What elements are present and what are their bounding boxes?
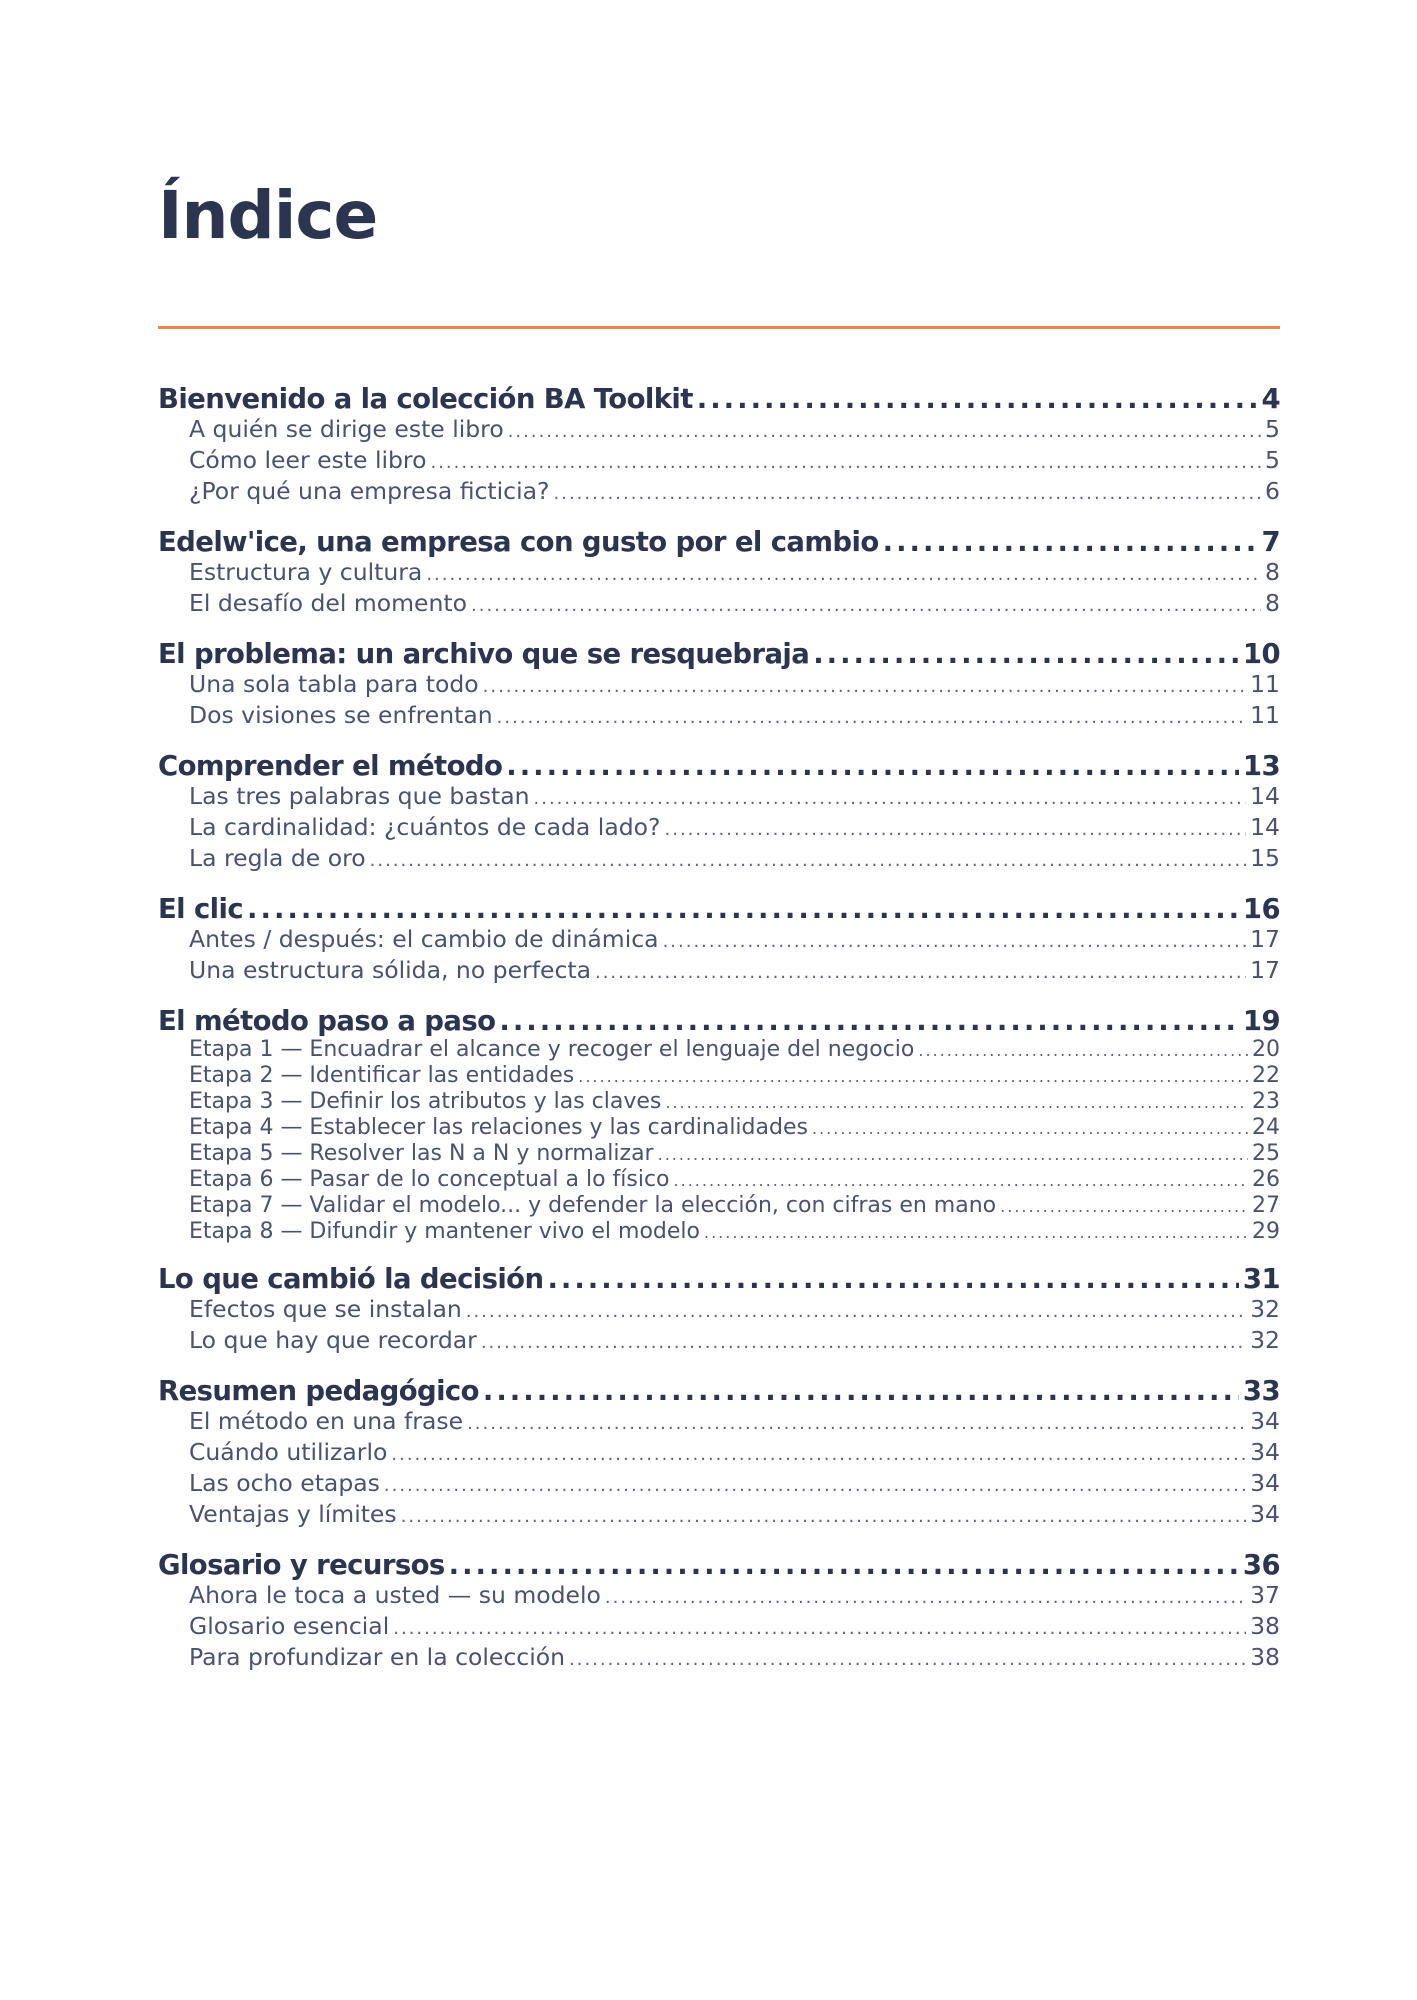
- toc-subentry[interactable]: [158, 956, 1280, 987]
- toc-step-entry-page-number: 29: [1252, 1219, 1280, 1244]
- toc-subentry[interactable]: [158, 589, 1280, 620]
- toc-subentry-label: Cuándo utilizarlo: [189, 1438, 388, 1466]
- toc-chapter-entry[interactable]: [158, 383, 1280, 415]
- toc-subentry-label: Una sola tabla para todo: [189, 670, 479, 698]
- toc-chapter-entry[interactable]: [158, 893, 1280, 925]
- toc-step-entry-page-number: 22: [1252, 1063, 1280, 1088]
- toc-subentry-label: Para profundizar en la colección: [189, 1643, 566, 1671]
- toc-subentry-label: Las tres palabras que bastan: [189, 782, 530, 810]
- toc-subentry[interactable]: [158, 1438, 1280, 1469]
- toc-chapter-entry-page-number: 4: [1261, 383, 1280, 415]
- toc-subentry-label: Cómo leer este libro: [189, 446, 427, 474]
- toc-step-entry-label: Etapa 7 — Validar el modelo... y defender la elección, con cifras en mano: [189, 1193, 997, 1218]
- toc-subentry[interactable]: [158, 1407, 1280, 1438]
- dot-leader: [506, 750, 1239, 782]
- toc-subentry-label: Dos visiones se enfrentan: [189, 701, 493, 729]
- dot-leader: [481, 1328, 1246, 1357]
- toc-chapter-entry-label: Comprender el método: [158, 750, 503, 782]
- dot-leader: [483, 1375, 1239, 1407]
- toc-step-entry[interactable]: [158, 1115, 1280, 1141]
- toc-step-entry-label: Etapa 1 — Encuadrar el alcance y recoger el lenguaje del negocio: [189, 1037, 915, 1062]
- dot-leader: [605, 1583, 1246, 1612]
- toc-chapter-entry-label: Glosario y recursos: [158, 1549, 445, 1581]
- toc-subentry-label: Lo que hay que recordar: [189, 1326, 477, 1354]
- toc-subentry[interactable]: [158, 415, 1280, 446]
- toc-subentry-page-number: 38: [1250, 1612, 1280, 1640]
- dot-leader: [704, 1220, 1248, 1245]
- toc-chapter-entry-label: Edelw'ice, una empresa con gusto por el cambio: [158, 526, 879, 558]
- toc-step-entry[interactable]: [158, 1037, 1280, 1063]
- dot-leader: [430, 448, 1261, 477]
- dot-leader: [497, 703, 1246, 732]
- toc-subentry[interactable]: [158, 1643, 1280, 1674]
- toc-chapter-entry-page-number: 16: [1242, 893, 1280, 925]
- toc-subentry-page-number: 32: [1250, 1295, 1280, 1323]
- dot-leader: [665, 1090, 1248, 1115]
- toc-chapter-entry[interactable]: [158, 750, 1280, 782]
- toc-step-entry-page-number: 27: [1252, 1193, 1280, 1218]
- toc-chapter-entry-page-number: 13: [1242, 750, 1280, 782]
- toc-subentry-page-number: 8: [1265, 589, 1280, 617]
- toc-chapter-entry[interactable]: [158, 638, 1280, 670]
- toc-subentry[interactable]: [158, 813, 1280, 844]
- toc-subentry-page-number: 5: [1265, 415, 1280, 443]
- toc-subentry[interactable]: [158, 1581, 1280, 1612]
- toc-step-entry[interactable]: [158, 1063, 1280, 1089]
- toc-step-entry-page-number: 24: [1252, 1115, 1280, 1140]
- dot-leader: [483, 672, 1246, 701]
- toc-subentry-label: ¿Por qué una empresa ficticia?: [189, 477, 550, 505]
- dot-leader: [534, 784, 1247, 813]
- dot-leader: [595, 958, 1246, 987]
- toc-step-entry-page-number: 26: [1252, 1167, 1280, 1192]
- dot-leader: [401, 1502, 1246, 1531]
- dot-leader: [467, 1409, 1246, 1438]
- toc-subentry[interactable]: [158, 558, 1280, 589]
- toc-chapter-entry-label: El método paso a paso: [158, 1005, 496, 1037]
- toc-section: [158, 1549, 1280, 1674]
- toc-subentry-page-number: 32: [1250, 1326, 1280, 1354]
- dot-leader: [384, 1471, 1246, 1500]
- toc-subentry-page-number: 34: [1250, 1500, 1280, 1528]
- toc-subentry-label: Glosario esencial: [189, 1612, 390, 1640]
- toc-subentry[interactable]: [158, 1500, 1280, 1531]
- toc-step-entry-page-number: 23: [1252, 1089, 1280, 1114]
- page-title: Índice: [158, 177, 378, 254]
- dot-leader: [393, 1614, 1246, 1643]
- dot-leader: [247, 893, 1239, 925]
- toc-subentry-label: Antes / después: el cambio de dinámica: [189, 925, 659, 953]
- table-of-contents: [158, 383, 1280, 1692]
- toc-subentry-page-number: 37: [1250, 1581, 1280, 1609]
- dot-leader: [665, 815, 1247, 844]
- toc-subentry-label: A quién se dirige este libro: [189, 415, 504, 443]
- toc-subentry-page-number: 34: [1250, 1469, 1280, 1497]
- toc-section: [158, 638, 1280, 732]
- toc-step-entry-label: Etapa 8 — Difundir y mantener vivo el modelo: [189, 1219, 700, 1244]
- toc-subentry[interactable]: [158, 1326, 1280, 1357]
- dot-leader: [370, 846, 1246, 875]
- toc-chapter-entry-page-number: 33: [1242, 1375, 1280, 1407]
- toc-subentry-page-number: 17: [1250, 925, 1280, 953]
- toc-step-entry-label: Etapa 5 — Resolver las N a N y normalizar: [189, 1141, 654, 1166]
- toc-section: [158, 526, 1280, 620]
- toc-subentry-page-number: 34: [1250, 1438, 1280, 1466]
- toc-section: [158, 383, 1280, 508]
- dot-leader: [697, 383, 1258, 415]
- toc-subentry[interactable]: [158, 844, 1280, 875]
- toc-section: [158, 1263, 1280, 1357]
- toc-step-entry-page-number: 25: [1252, 1141, 1280, 1166]
- toc-step-entry[interactable]: [158, 1089, 1280, 1115]
- toc-subentry-label: Estructura y cultura: [189, 558, 423, 586]
- toc-chapter-entry-page-number: 31: [1242, 1263, 1280, 1295]
- toc-chapter-entry[interactable]: [158, 1549, 1280, 1581]
- toc-subentry[interactable]: [158, 701, 1280, 732]
- toc-subentry-page-number: 34: [1250, 1407, 1280, 1435]
- dot-leader: [471, 591, 1261, 620]
- toc-step-entry[interactable]: [158, 1219, 1280, 1245]
- dot-leader: [658, 1142, 1248, 1167]
- toc-chapter-entry-label: Lo que cambió la decisión: [158, 1263, 544, 1295]
- dot-leader: [883, 526, 1258, 558]
- toc-section: [158, 1005, 1280, 1245]
- toc-subentry-page-number: 8: [1265, 558, 1280, 586]
- toc-subentry-page-number: 15: [1250, 844, 1280, 872]
- toc-chapter-entry[interactable]: [158, 526, 1280, 558]
- toc-section: [158, 1375, 1280, 1531]
- toc-subentry-label: La cardinalidad: ¿cuántos de cada lado?: [189, 813, 661, 841]
- toc-chapter-entry-page-number: 10: [1242, 638, 1280, 670]
- toc-chapter-entry-label: Resumen pedagógico: [158, 1375, 479, 1407]
- toc-subentry-label: El método en una frase: [189, 1407, 464, 1435]
- toc-subentry[interactable]: [158, 925, 1280, 956]
- toc-subentry-page-number: 14: [1250, 813, 1280, 841]
- dot-leader: [466, 1297, 1246, 1326]
- toc-subentry[interactable]: [158, 782, 1280, 813]
- toc-chapter-entry[interactable]: [158, 1005, 1280, 1037]
- dot-leader: [508, 417, 1261, 446]
- toc-subentry[interactable]: [158, 1612, 1280, 1643]
- toc-step-entry-label: Etapa 4 — Establecer las relaciones y las cardinalidades: [189, 1115, 808, 1140]
- dot-leader: [547, 1263, 1238, 1295]
- title-divider: [158, 326, 1280, 329]
- toc-subentry-page-number: 5: [1265, 446, 1280, 474]
- toc-subentry-page-number: 38: [1250, 1643, 1280, 1671]
- dot-leader: [578, 1064, 1248, 1089]
- dot-leader: [918, 1038, 1248, 1063]
- toc-chapter-entry[interactable]: [158, 1263, 1280, 1295]
- toc-step-entry[interactable]: [158, 1193, 1280, 1219]
- toc-subentry-label: Las ocho etapas: [189, 1469, 380, 1497]
- toc-subentry-label: Ventajas y límites: [189, 1500, 397, 1528]
- dot-leader: [1000, 1194, 1248, 1219]
- dot-leader: [663, 927, 1247, 956]
- dot-leader: [449, 1549, 1239, 1581]
- toc-chapter-entry[interactable]: [158, 1375, 1280, 1407]
- toc-step-entry-label: Etapa 2 — Identificar las entidades: [189, 1063, 575, 1088]
- toc-subentry-label: Una estructura sólida, no perfecta: [189, 956, 591, 984]
- dot-leader: [569, 1645, 1246, 1674]
- toc-section: [158, 893, 1280, 987]
- dot-leader: [674, 1168, 1248, 1193]
- toc-subentry-label: Ahora le toca a usted — su modelo: [189, 1581, 601, 1609]
- toc-chapter-entry-page-number: 7: [1261, 526, 1280, 558]
- toc-subentry-page-number: 14: [1250, 782, 1280, 810]
- toc-step-entry-label: Etapa 3 — Definir los atributos y las claves: [189, 1089, 662, 1114]
- dot-leader: [554, 479, 1262, 508]
- dot-leader: [812, 1116, 1248, 1141]
- toc-subentry-page-number: 11: [1250, 670, 1280, 698]
- toc-subentry-label: Efectos que se instalan: [189, 1295, 462, 1323]
- toc-step-entry[interactable]: [158, 1167, 1280, 1193]
- toc-chapter-entry-page-number: 36: [1242, 1549, 1280, 1581]
- dot-leader: [813, 638, 1239, 670]
- toc-chapter-entry-label: Bienvenido a la colección BA Toolkit: [158, 383, 693, 415]
- toc-step-entry-label: Etapa 6 — Pasar de lo conceptual a lo físico: [189, 1167, 670, 1192]
- dot-leader: [499, 1005, 1239, 1037]
- toc-subentry[interactable]: [158, 446, 1280, 477]
- toc-subentry-page-number: 11: [1250, 701, 1280, 729]
- toc-subentry-label: La regla de oro: [189, 844, 366, 872]
- toc-subentry-page-number: 6: [1265, 477, 1280, 505]
- toc-step-entry[interactable]: [158, 1141, 1280, 1167]
- dot-leader: [426, 560, 1261, 589]
- toc-subentry[interactable]: [158, 1295, 1280, 1326]
- toc-section: [158, 750, 1280, 875]
- toc-chapter-entry-label: El problema: un archivo que se resquebraja: [158, 638, 810, 670]
- dot-leader: [391, 1440, 1246, 1469]
- toc-chapter-entry-label: El clic: [158, 893, 244, 925]
- toc-subentry[interactable]: [158, 477, 1280, 508]
- toc-step-entry-page-number: 20: [1252, 1037, 1280, 1062]
- toc-chapter-entry-page-number: 19: [1242, 1005, 1280, 1037]
- toc-subentry-label: El desafío del momento: [189, 589, 467, 617]
- toc-subentry[interactable]: [158, 670, 1280, 701]
- toc-subentry-page-number: 17: [1250, 956, 1280, 984]
- toc-subentry[interactable]: [158, 1469, 1280, 1500]
